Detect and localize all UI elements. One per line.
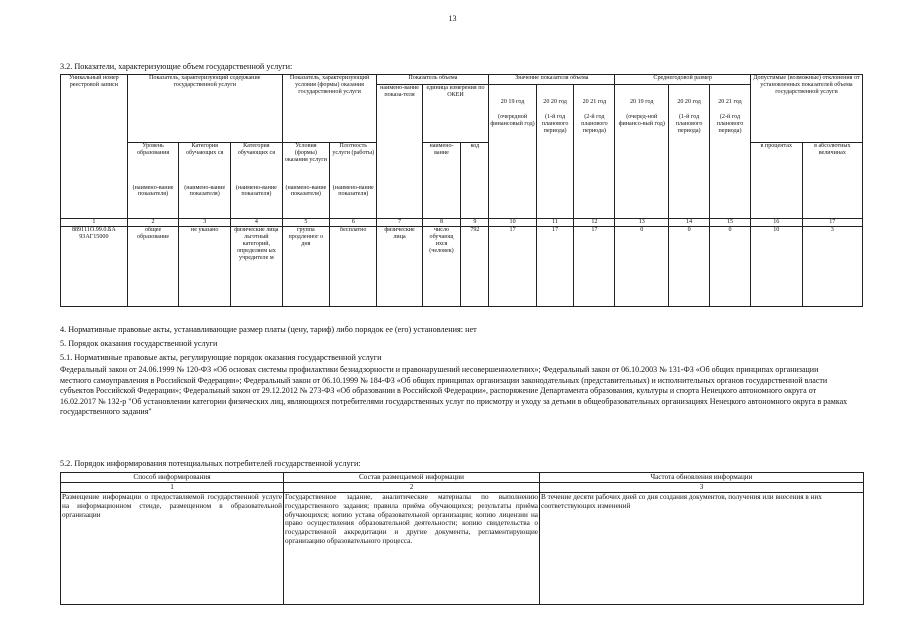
- cell-density: бесплатно: [330, 227, 377, 307]
- cell-level: общее образование: [127, 227, 179, 307]
- header-content-indicator: Показатель, характеризующий содержание государственной услуги: [127, 75, 282, 143]
- fee-year-a-label: 20 19 год: [629, 99, 654, 105]
- col-number: 8: [422, 219, 461, 227]
- header-registry-cont: [61, 143, 128, 219]
- col-number: 15: [710, 219, 751, 227]
- fee-year-b-note: (1-й год планового периода): [675, 113, 703, 134]
- cell-value-b: 17: [536, 227, 574, 307]
- cell-fee-a: 0: [615, 227, 669, 307]
- item-4: 4. Нормативные правовые акты, устанавливающие размер платы (цену, тариф) либо порядок ее (его) установления: нет: [60, 325, 477, 334]
- col-number: 14: [669, 219, 710, 227]
- cell-conditions: группа продленног о дня: [282, 227, 329, 307]
- header-absolute: в абсолютных величинах: [802, 143, 862, 219]
- fee-year-a-note: (очеред-ной финансо-вый год): [618, 113, 665, 127]
- year-a-label: 20 19 год: [500, 99, 525, 105]
- header-fee-year-a: [615, 85, 669, 219]
- header-unit-code: код: [461, 143, 489, 219]
- cell-method: Размещение информации о предоставляемой государственной услуге на информационном стенде, размещенном в образовательной организации: [61, 493, 284, 605]
- fee-year-c-note: (2-й год планового периода): [716, 113, 744, 134]
- cell-unit: число обучающ ихся (человек): [422, 227, 461, 307]
- col-number: 2: [284, 483, 540, 493]
- header-conditions-indicator: Показатель, характеризующий условия (формы) оказания государственной услуги: [282, 75, 377, 143]
- named-indicator-5: (наимено-вание показателя): [330, 185, 377, 219]
- year-a-note: (очередной финансовый год): [490, 113, 535, 127]
- fee-year-c-label: 20 21 год: [718, 99, 742, 105]
- col-number: 7: [377, 219, 422, 227]
- header-volume-value: Значение показателя объема: [489, 75, 615, 85]
- cell-absolute: 3: [802, 227, 862, 307]
- header-year-c: [574, 85, 615, 219]
- header-registry: Уникальный номер реестровой записи: [61, 75, 128, 143]
- item-5: 5. Порядок оказания государственной услуги: [60, 339, 218, 348]
- year-b-note: (1-й год планового периода): [541, 113, 569, 134]
- col-number: 12: [574, 219, 615, 227]
- header-student-category-1: Категория обучающих ся: [179, 143, 231, 185]
- item-5-2: 5.2. Порядок информирования потенциальных потребителей государственной услуги:: [60, 459, 361, 468]
- col-number: 6: [330, 219, 377, 227]
- named-indicator-4: (наимено-вание показателя): [282, 185, 329, 219]
- header-percent: в процентах: [750, 143, 802, 219]
- cell-content: Государственное задание, аналитические материалы по выполнению государственного задания; правила приёма обучающихся; результаты приёма обучающихся; копию устава образовательной организации; копию лицензии на право осуществления образовательной деятельности; копию свидетельства о государственной аккредитации и другие документы, регламентирующие организацию образовательного процесса.: [284, 493, 540, 605]
- header-service-form: Условия (формы) оказания услуги: [282, 143, 329, 185]
- header-content: Состав размещаемой информации: [284, 473, 540, 483]
- named-indicator-1: (наимено-вание показателя): [127, 185, 179, 219]
- cell-indicator: физические лица: [377, 227, 422, 307]
- header-method: Способ информирования: [61, 473, 284, 483]
- col-number: 4: [231, 219, 283, 227]
- col-number: 5: [282, 219, 329, 227]
- cell-category-1: не указано: [179, 227, 231, 307]
- cell-registry: 889111О.99.0.БА 93АГ15000: [61, 227, 128, 307]
- col-number: 17: [802, 219, 862, 227]
- item-5-1: 5.1. Нормативные правовые акты, регулирующие порядок оказания государственной услуги: [60, 353, 382, 362]
- cell-fee-b: 0: [669, 227, 710, 307]
- header-student-category-2: Категория обучающих ся: [231, 143, 283, 185]
- year-c-note: (2-й год планового периода): [581, 113, 608, 134]
- named-indicator-3: (наимено-вание показателя): [231, 185, 283, 219]
- cell-code: 792: [461, 227, 489, 307]
- header-deviation: Допустимые (возможные) отклонения от установленных показателей объема государственной услуги: [750, 75, 862, 143]
- header-average-fee: Среднегодовой размер: [615, 75, 751, 85]
- year-c-label: 20 21 год: [582, 99, 607, 105]
- header-fee-year-c: [710, 85, 751, 219]
- header-unit-name: наимено-вание: [422, 143, 461, 219]
- cell-value-a: 17: [489, 227, 536, 307]
- cell-fee-c: 0: [710, 227, 751, 307]
- header-frequency: Частота обновления информации: [540, 473, 864, 483]
- year-b-label: 20 20 год: [543, 99, 567, 105]
- section-3-2-title: 3.2. Показатели, характеризующие объем государственной услуги:: [60, 62, 293, 71]
- page-number: 13: [448, 14, 457, 23]
- col-number: 2: [127, 219, 179, 227]
- col-number: 13: [615, 219, 669, 227]
- fee-year-b-label: 20 20 год: [677, 99, 701, 105]
- col-number: 10: [489, 219, 536, 227]
- header-indicator-name: наимено-вание показа-теля: [377, 85, 422, 219]
- col-number: 1: [61, 483, 284, 493]
- header-fee-year-b: [669, 85, 710, 219]
- header-service-density: Плотность услуги (работы): [330, 143, 377, 185]
- header-unit: единица измерения по ОКЕИ: [422, 85, 489, 143]
- cell-frequency: В течение десяти рабочих дней со дня создания документов, получения или внесения в них соответствующих изменений: [540, 493, 864, 605]
- information-methods-table: [60, 472, 864, 605]
- col-number: 11: [536, 219, 574, 227]
- cell-value-c: 17: [574, 227, 615, 307]
- table-row: [61, 493, 864, 605]
- header-year-a: [489, 85, 536, 219]
- col-number: 16: [750, 219, 802, 227]
- header-year-b: [536, 85, 574, 219]
- col-number: 3: [540, 483, 864, 493]
- table-row: [61, 227, 863, 307]
- named-indicator-2: (наимено-вание показателя): [179, 185, 231, 219]
- laws-paragraph: Федеральный закон от 24.06.1999 № 120-ФЗ «Об основах системы профилактики безнадзорности и правонарушений несовершеннолетних»; Федеральный закон от 06.10.2003 № 131-ФЗ «Об общих принципах организации местного самоуправления в Российской Федерации»; Федеральный закон от 06.10.1999 № 184-ФЗ «Об общих принципах организации законодательных (представительных) и исполнительных органов государственной власти субъектов Российской Федерации»; Федеральный закон от 29.12.2012 № 273-ФЗ «Об образовании в Российской Федерации», распоряжение Департамента образования, культуры и спорта Ненецкого автономного округа от 16.02.2017 № 132-р "Об установлении категории физических лиц, являющихся потребителями государственных услуг по присмотру и уходу за детьми в общеобразовательных организациях Ненецкого автономного округа в рамках государственного задания": [60, 365, 848, 417]
- header-volume-indicator: Показатель объема: [377, 75, 489, 85]
- col-number: 9: [461, 219, 489, 227]
- header-education-level: Уровень образования: [127, 143, 179, 185]
- volume-indicators-table: [60, 74, 863, 307]
- col-number: 1: [61, 219, 128, 227]
- col-number: 3: [179, 219, 231, 227]
- cell-percent: 10: [750, 227, 802, 307]
- cell-category-2: физические лица льготный категорий, определяем ых учредителе м: [231, 227, 283, 307]
